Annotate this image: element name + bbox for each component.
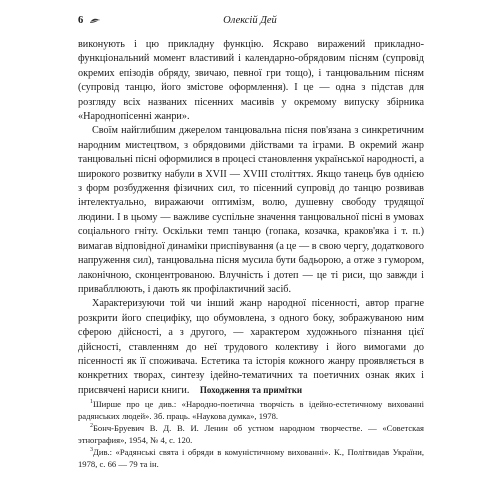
note-number: 3 <box>90 447 93 454</box>
paragraph: Своїм найглибшим джерелом танцювальна пісня пов'язана з синкретичним народним мистецтвом, з обрядовими дійствами та іграми. В окремий жанр танцювальні пісні оформилися в процесі становлення української народності, а широкого розвитку набули в XVII — XVIII століттях. Якщо танець був однією з форм розбудження фізичних сил, то пісенний супровід до танцю розвивав інтелектуально, виражаючи оптимізм, волю, душевну свободу трудящої людини. І в цьому — важливе суспільне значення танцювальної пісні в умовах соціального гніту. Оскільки темп танцю (гопака, козачка, краков'яка і т. п.) вимагав відповідної динаміки приспівування (а це — в свою чергу, додаткового напруження сил), танцювальна пісня мусила бути бадьорою, а отже з гумором, лаконічною, сконцентрованою. Влучність і дотеп — це ті риси, що завжди і привабллюють, і дають як профілактичний засіб. <box>78 125 424 295</box>
running-author: Олексій Дей <box>223 15 277 26</box>
notes-title: Походження та примітки <box>199 385 303 395</box>
note-item <box>78 446 424 470</box>
note-item <box>78 398 424 422</box>
paragraph: виконують і цю прикладну функцію. Яскраво виражений прикладно-функціональний момент властивий і календарно-обрядовим пісням (супровід окремих епізодів обряду, звичаю, певної гри тощо), і танцювальним пісням (супровід танцю, його змістове оформлення). І це — одна з підстав для розгляду всіх названих пісенних масивів у окремому випуску збірника «Народнопісенні жанри». <box>78 39 424 123</box>
note-text: Ширше про це див.: «Народно-поетична творчість в ідейно-естетичному вихованні радянських людей». Зб. праць. «Наукова думка», 1978. <box>78 399 424 421</box>
note-number: 2 <box>90 423 93 430</box>
paragraph: Характеризуючи той чи інший жанр народної пісенності, автор прагне розкрити його специфіку, що обумовлена, з одного боку, зображуваною ним сферою дійсності, а з другого, — характером художнього пізнання цієї дійсності, ставленням до неї трудового колективу і його вимогами до пісенності як її споживача. Естетика та історія кожного жанру проявляється в конкретних творах, синтезу ідейно-тематичних та поетичних ознак яких і присвячені нариси книги. <box>78 298 424 396</box>
note-text: Бонч-Бруевич В. Д. В. И. Ленин об устном народном творчестве. — «Советская этнография», 1954, № 4, с. 120. <box>78 423 424 445</box>
running-header <box>0 14 500 28</box>
page-number: 6 <box>78 15 84 26</box>
notes-section <box>78 384 424 470</box>
main-text <box>78 38 424 398</box>
note-item <box>78 422 424 446</box>
note-number: 1 <box>90 399 93 406</box>
note-text: Див.: «Радянські свята і обряди в комуністичному вихованні». К., Політвидав України, 1978, с. 66 — 79 та ін. <box>78 447 424 469</box>
